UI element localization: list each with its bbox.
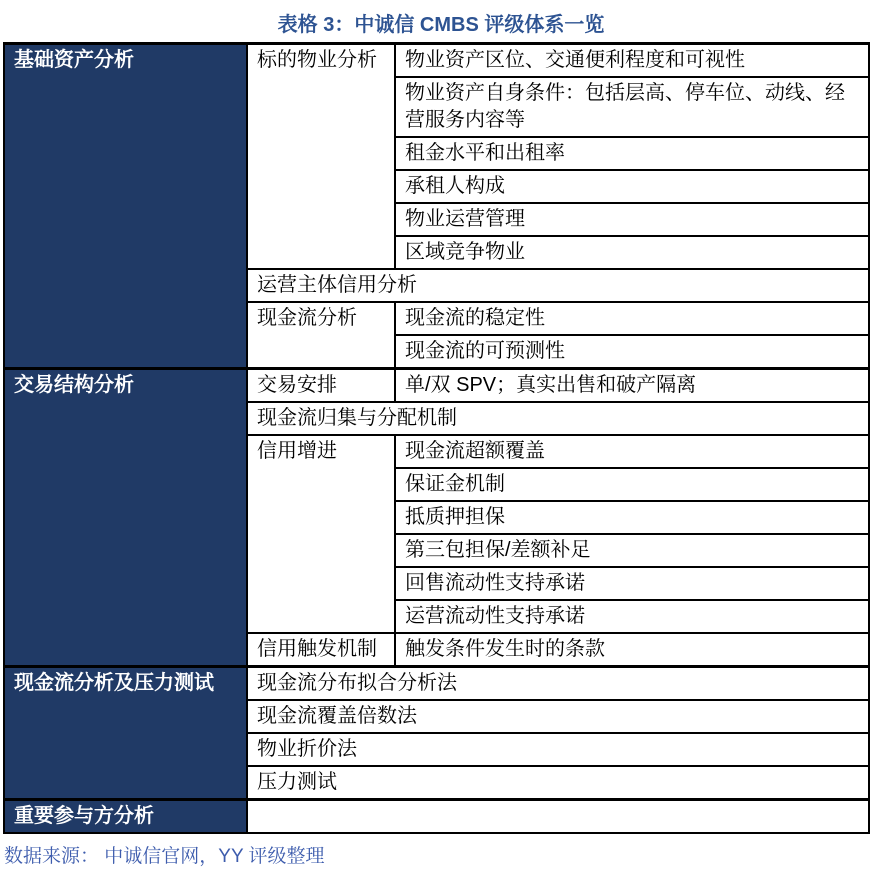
detail-cell: 物业运营管理 — [395, 203, 869, 236]
detail-cell: 现金流的稳定性 — [395, 302, 869, 335]
report-figure — [0, 8, 882, 868]
table-row — [4, 667, 869, 701]
detail-cell: 单/双 SPV；真实出售和破产隔离 — [395, 369, 869, 403]
merged-detail-cell: 物业折价法 — [247, 733, 869, 766]
category-cell: 现金流分析及压力测试 — [4, 667, 247, 800]
empty-cell — [247, 800, 869, 834]
detail-cell: 物业资产自身条件：包括层高、停车位、动线、经营服务内容等 — [395, 77, 869, 137]
detail-cell: 租金水平和出租率 — [395, 137, 869, 170]
merged-detail-cell: 现金流分布拟合分析法 — [247, 667, 869, 701]
detail-cell: 保证金机制 — [395, 468, 869, 501]
detail-cell: 触发条件发生时的条款 — [395, 633, 869, 667]
detail-cell: 区域竞争物业 — [395, 236, 869, 269]
table-row — [4, 800, 869, 834]
detail-cell: 物业资产区位、交通便利程度和可视性 — [395, 44, 869, 78]
detail-cell: 运营流动性支持承诺 — [395, 600, 869, 633]
merged-detail-cell: 压力测试 — [247, 766, 869, 800]
table-row — [4, 44, 869, 78]
merged-detail-cell: 运营主体信用分析 — [247, 269, 869, 302]
detail-cell: 现金流的可预测性 — [395, 335, 869, 369]
category-cell: 基础资产分析 — [4, 44, 247, 369]
subcategory-cell: 信用触发机制 — [247, 633, 395, 667]
detail-cell: 回售流动性支持承诺 — [395, 567, 869, 600]
cmbs-rating-table — [3, 42, 870, 834]
detail-cell: 现金流超额覆盖 — [395, 435, 869, 468]
subcategory-cell: 现金流分析 — [247, 302, 395, 369]
category-cell: 重要参与方分析 — [4, 800, 247, 834]
subcategory-cell: 交易安排 — [247, 369, 395, 403]
category-cell: 交易结构分析 — [4, 369, 247, 667]
table-title: 表格 3：中诚信 CMBS 评级体系一览 — [277, 14, 605, 36]
subcategory-cell: 标的物业分析 — [247, 44, 395, 270]
detail-cell: 第三包担保/差额补足 — [395, 534, 869, 567]
detail-cell: 抵质押担保 — [395, 501, 869, 534]
subcategory-cell: 信用增进 — [247, 435, 395, 633]
merged-detail-cell: 现金流归集与分配机制 — [247, 402, 869, 435]
data-source-note: 数据来源： 中诚信官网，YY 评级整理 — [4, 846, 325, 867]
detail-cell: 承租人构成 — [395, 170, 869, 203]
table-row — [4, 369, 869, 403]
merged-detail-cell: 现金流覆盖倍数法 — [247, 700, 869, 733]
